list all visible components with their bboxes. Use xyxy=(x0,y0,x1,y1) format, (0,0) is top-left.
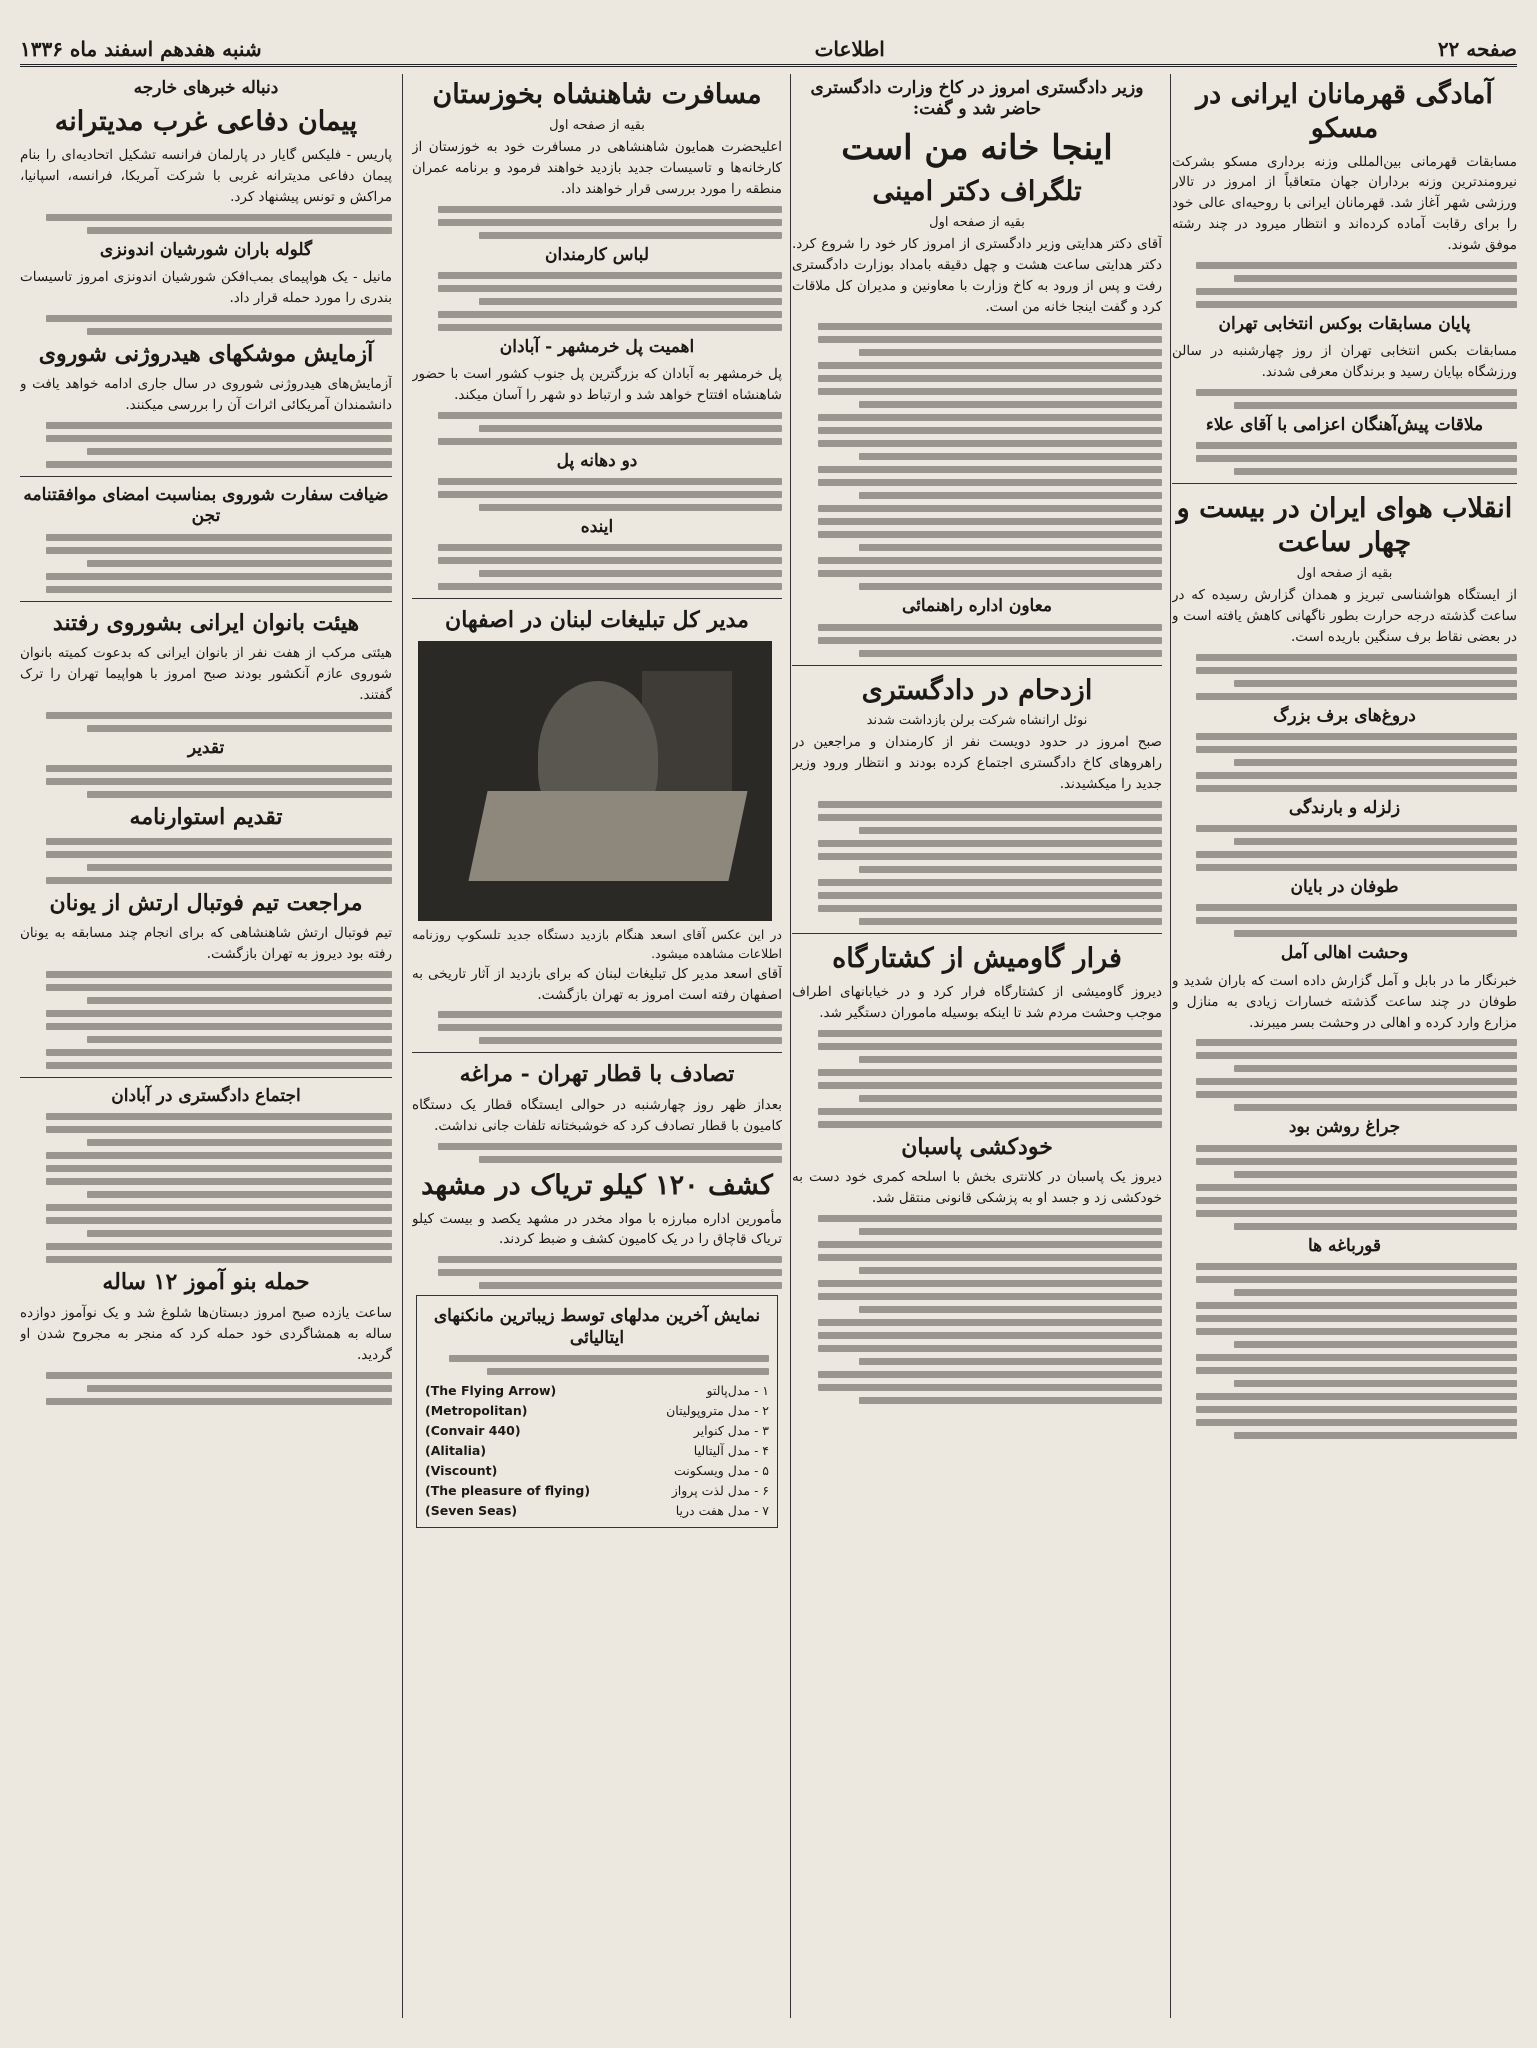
ad-item: ۵ - مدل ویسکونت (Viscount) xyxy=(425,1462,769,1478)
subhead-bridge-importance: اهمیت پل خرمشهر - آبادان xyxy=(499,336,695,357)
column-4 xyxy=(20,74,392,2018)
subhead-earthquake: زلزله و بارندگی xyxy=(1288,797,1401,818)
article-women-text: هیئتی مرکب از هفت نفر از بانوان ایرانی که بدعوت کمیته بانوان شوروی عازم آنکشور بودند صبح امروز با هواپیما تهران را ترک گفتند. xyxy=(20,645,392,704)
article-buffalo-text: دیروز گاومیشی از کشتارگاه فرار کرد و در خیابانهای اطراف موجب وحشت مردم شد تا اینکه بوسیله ماموران دستگیر شد. xyxy=(792,983,1162,1021)
article-bridge-text: پل خرمشهر به آبادان که بزرگترین پل جنوب کشور است با حضور شاهنشاه افتتاح خواهد شد و ارتباط دو شهر را آسان میکند. xyxy=(412,366,782,403)
ad-item: ۶ - مدل لذت پرواز (The pleasure of flying) xyxy=(425,1482,769,1498)
subhead-berlin: نوئل ارانشاه شرکت برلن بازداشت شدند xyxy=(866,713,1088,729)
headline-student-attack: حمله بنو آموز ۱۲ ساله xyxy=(102,1269,310,1296)
headline-soviet-reception: ضیافت سفارت شوروی بمناسبت امضای موافقتنامه تجن xyxy=(23,485,389,527)
subhead-uniforms: لباس کارمندان xyxy=(544,244,649,265)
paper-name: اطلاعات xyxy=(814,37,885,61)
headline-weather-revolution: انقلاب هوای ایران در بیست و چهار ساعت xyxy=(1176,493,1513,559)
article-indonesia-text: مانیل - یک هواپیمای بمب‌افکن شورشیان اندونزی امروز تاسیسات بندری را مورد حمله قرار داد. xyxy=(20,269,392,306)
article-moscow-text: مسابقات قهرمانی بین‌المللی وزنه برداری مسکو بشرکت نیرومندترین وزنه برداران جهان متعاقباً از امروز در تالار ورزشی شهر آغاز شد. قهرمانان ایرانی با روحیه‌ای عالی خود را برای رقابت آماده کرده‌اند و انتظار میرود در چند رشته موفق شوند. xyxy=(1172,153,1517,254)
headline-police-suicide: خودکشی پاسبان xyxy=(901,1133,1053,1160)
ad-item: ۴ - مدل آلیتالیا (Alitalia) xyxy=(425,1442,769,1458)
subhead-boxing: پایان مسابقات بوکس انتخابی تهران xyxy=(1218,314,1471,335)
subhead-indonesia: گلوله باران شورشیان اندونزی xyxy=(99,239,313,260)
headline-soviet-missiles: آزمایش موشکهای هیدروژنی شوروی xyxy=(38,340,374,367)
headline-moscow-champions: آمادگی قهرمانان ایرانی در مسکو xyxy=(1196,79,1493,144)
headline-credentials: تقدیم استوارنامه xyxy=(129,804,283,831)
ad-title: نمایش آخرین مدلهای توسط زیباترین مانکنهای ایتالیائی xyxy=(433,1306,761,1348)
article-boxing-text: مسابقات بکس انتخابی تهران از روز چهارشنبه در سالن ورزشگاه بپایان رسید و برندگان معرفی شدند. xyxy=(1172,343,1517,381)
article-football-text: تیم فوتبال ارتش شاهنشاهی که برای انجام چند مسابقه به یونان رفته بود دیروز به تهران بازگشت. xyxy=(20,925,392,963)
headline-train-crash: تصادف با قطار تهران - مراغه xyxy=(459,1061,735,1088)
column-1 xyxy=(1172,74,1517,2018)
continued-label: بقیه از صفحه اول xyxy=(1296,565,1393,581)
article-shah-text: اعلیحضرت همایون شاهنشاهی در مسافرت خود به خوزستان از کارخانه‌ها و تاسیسات جدید بازدید خواهند فرمود و برنامه عمران منطقه را مورد بررسی قرار خواهند داد. xyxy=(412,138,782,197)
column-2 xyxy=(792,74,1162,2018)
article-crowd-text: صبح امروز در حدود دویست نفر از کارمندان و مراجعین در راهروهای کاخ دادگستری اجتماع کرده بودند و انتظار ورود وزیر جدید را میکشیدند. xyxy=(792,734,1162,793)
headline-crowd-justice: ازدحام در دادگستری xyxy=(861,674,1093,706)
continued-label-3: بقیه از صفحه اول xyxy=(549,117,645,133)
headline-my-home: اینجا خانه من است xyxy=(841,127,1113,168)
continued-label-2: بقیه از صفحه اول xyxy=(929,214,1025,230)
subhead-storm: طوفان در بایان xyxy=(1290,877,1399,898)
subhead-snow: دروغ‌های برف بزرگ xyxy=(1273,705,1416,726)
article-opium-text: مأمورین اداره مبارزه با مواد مخدر در مشهد یکصد و بیست کیلو تریاک قاچاق را در یک کامیون کشف و ضبط کردند. xyxy=(412,1210,782,1248)
section-foreign-news: دنباله خبرهای خارجه xyxy=(133,78,279,98)
headline-buffalo-escape: فرار گاومیش از کشتارگاه xyxy=(832,943,1122,975)
masthead xyxy=(20,34,1517,67)
news-photo xyxy=(418,641,772,921)
subhead-traffic-deputy: معاون اداره راهنمائی xyxy=(901,596,1053,617)
article-student-text: ساعت یازده صبح امروز دبستان‌ها شلوغ شد و یک نوآموز دوازده ساله به همشاگردی خود حمله کرد که منجر به مجروح شدن او گردید. xyxy=(20,1304,392,1363)
headline-women-delegation: هیئت بانوان ایرانی بشوروی رفتند xyxy=(52,609,360,636)
subhead-amol: وحشت اهالی آمل xyxy=(1280,943,1409,964)
article-train-text: بعداز ظهر روز چهارشنبه در حوالی ایستگاه قطار یک دستگاه کامیون با قطار تصادف کرد که خوشبختانه تلفات جانی نداشت. xyxy=(412,1096,782,1134)
ad-box xyxy=(416,1295,778,1528)
article-amol-text: خبرنگار ما در بابل و آمل گزارش داده است که باران شدید و طوفان در چند ساعت گذشته خسارات زیادی به منازل و مزارع وارد کرده و اهالی در وحشت بسر میبرند. xyxy=(1172,972,1517,1031)
photo-caption: در این عکس آقای اسعد هنگام بازدید دستگاه جدید تلسکوپ روزنامه اطلاعات مشاهده میشود. xyxy=(412,926,782,962)
subhead-abadan-justice: اجتماع دادگستری در آبادان xyxy=(111,1086,301,1107)
headline-mediterranean-pact: پیمان دفاعی غرب مدیترانه xyxy=(54,106,358,138)
issue-date: شنبه هفدهم اسفند ماه ۱۳۳۶ xyxy=(20,37,262,61)
subhead-scouts: ملاقات پیش‌آهنگان اعزامی با آقای علاء xyxy=(1205,415,1484,436)
ad-item: ۲ - مدل متروپولیتان (Metropolitan) xyxy=(425,1402,769,1418)
column-3 xyxy=(412,74,782,2018)
headline-amini-telegram: تلگراف دکتر امینی xyxy=(872,176,1082,207)
subhead-lamp: جراغ روشن بود xyxy=(1288,1117,1401,1138)
headline-shah-khuzestan: مسافرت شاهنشاه بخوزستان xyxy=(432,79,762,110)
article-lebanon-text: آقای اسعد مدیر کل تبلیغات لبنان که برای بازدید از آثار تاریخی به اصفهان رفته است امروز به تهران بازگشت. xyxy=(412,965,782,1003)
subhead-frogs: قورباغه ها xyxy=(1307,1235,1382,1256)
subhead-two-spans: دو دهانه پل xyxy=(556,450,638,471)
page-number: صفحه ۲۲ xyxy=(1437,37,1517,61)
subhead-future: اینده xyxy=(580,517,614,538)
article-pact-text: پاریس - فلیکس گایار در پارلمان فرانسه تشکیل اتحادیه‌ای را بنام پیمان دفاعی مدیترانه غربی با شرکت آمریکا، فرانسه، اسپانیا، مراکش و تونس پیشنهاد کرد. xyxy=(20,147,392,205)
article-suicide-text: دیروز یک پاسبان در کلانتری بخش با اسلحه کمری خود دست به خودکشی زد و جسد او به پزشکی قانونی منتقل شد. xyxy=(792,1169,1162,1207)
headline-opium-mashhad: کشف ۱۲۰ کیلو تریاک در مشهد xyxy=(421,1169,773,1201)
ad-item: ۳ - مدل کنوایر (Convair 440) xyxy=(425,1422,769,1438)
photo-title: مدیر کل تبلیغات لبنان در اصفهان xyxy=(445,607,749,634)
ad-item: ۱ - مدل‌پالتو (The Flying Arrow) xyxy=(425,1382,769,1398)
ad-item: ۷ - مدل هفت دریا (Seven Seas) xyxy=(425,1502,769,1518)
article-missiles-text: آزمایش‌های هیدروژنی شوروی در سال جاری ادامه خواهد یافت و دانشمندان آمریکائی اثرات آن را بررسی میکنند. xyxy=(20,376,392,414)
kicker-justice-minister: وزیر دادگستری امروز در کاخ وزارت دادگستری حاضر شد و گفت: xyxy=(810,78,1144,120)
subhead-appreciation: تقدیر xyxy=(187,737,225,758)
headline-army-football: مراجعت تیم فوتبال ارتش از یونان xyxy=(49,889,363,916)
article-justice-text: آقای دکتر هدایتی وزیر دادگستری از امروز کار خود را شروع کرد. دکتر هدایتی ساعت هشت و چهل دقیقه بامداد بوزارت دادگستری رفت و پس از ورود به کاخ وزارت با معاونین و مدیران کل ملاقات کرد و گفت اینجا خانه من است. xyxy=(792,235,1162,315)
article-weather-text: از ایستگاه هواشناسی تبریز و همدان گزارش رسیده که در ساعت گذشته درجه حرارت بطور ناگهانی کاهش یافته است و در بعضی نقاط برف سنگین باریده است. xyxy=(1172,586,1517,645)
